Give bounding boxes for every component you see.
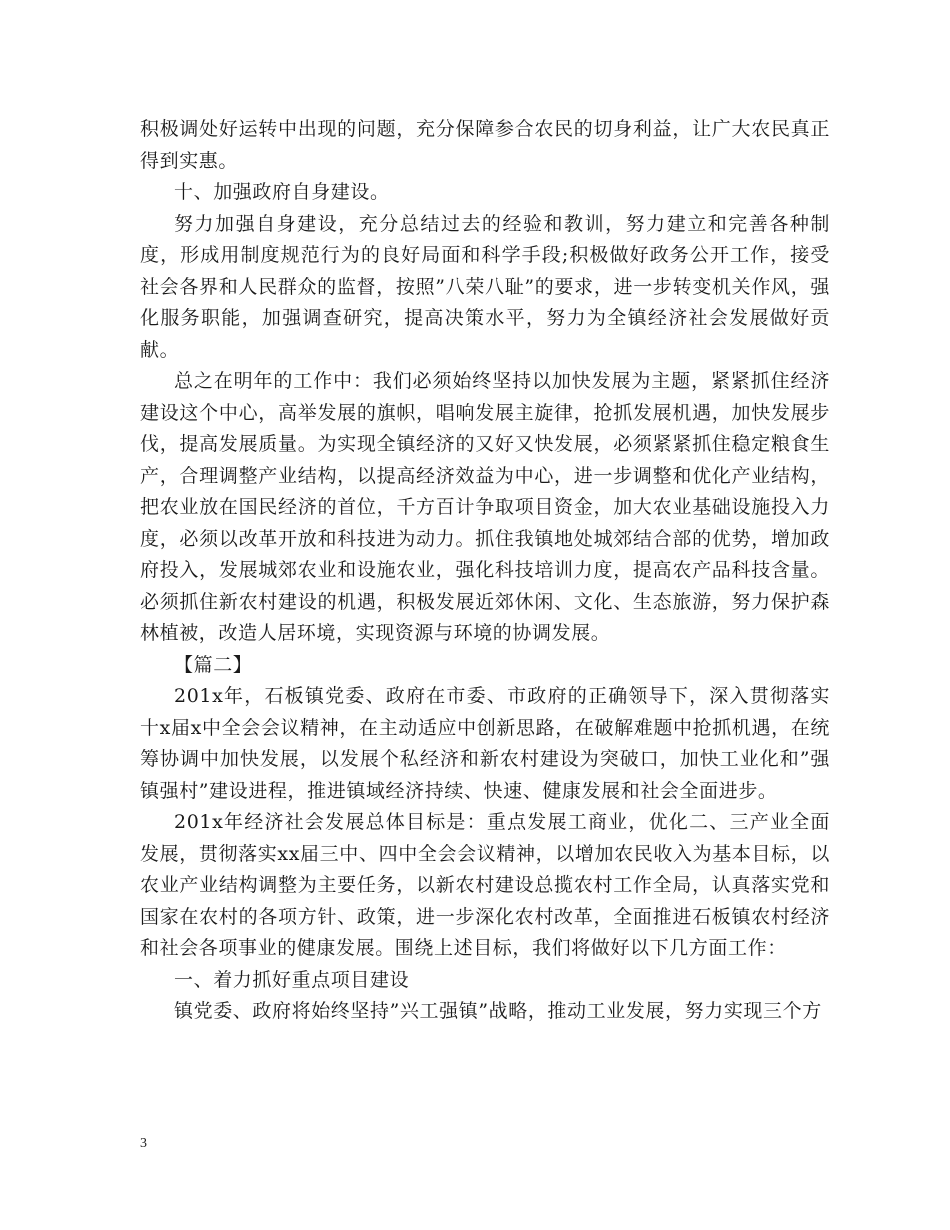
- heading-section-1: 一、着力抓好重点项目建设: [174, 968, 410, 991]
- heading-section-10: 十、加强政府自身建设。: [174, 181, 390, 203]
- paragraph-4: 总之在明年的工作中：我们必须始终坚持以加快发展为主题，紧紧抓住经济建设这个中心，高举发展的旗帜，唱响发展主旋律，抢抓发展机遇，加快发展步伐，提高发展质量。为实现全镇经济的又好又快发展，必须紧紧抓住稳定粮食生产，合理调整产业结构，以提高经济效益为中心，进一步调整和优化产业结构，把农业放在国民经济的首位，千方百计争取项目资金，加大农业基础设施投入力度，必须以改革开放和科技进为动力。抓住我镇地处城郊结合部的优势，增加政府投入，发展城郊农业和设施农业，强化科技培训力度，提高农产品科技含量。必须抓住新农村建设的机遇，积极发展近郊休闲、文化、生态旅游，努力保护森林植被，改造人居环境，实现资源与环境的协调发展。: [140, 370, 830, 644]
- paragraph-3: 努力加强自身建设，充分总结过去的经验和教训，努力建立和完善各种制度，形成用制度规范行为的良好局面和科学手段;积极做好政务公开工作，接受社会各界和人民群众的监督，按照”八荣八耻”的要求，进一步转变机关作风，强化服务职能，加强调查研究，提高决策水平，努力为全镇经济社会发展做好贡献。: [140, 212, 830, 361]
- section-heading-part-two: 【篇二】: [174, 653, 253, 676]
- document-body: [140, 114, 830, 1028]
- page-number: 3: [140, 1136, 147, 1151]
- paragraph-1: 积极调处好运转中出现的问题，充分保障参合农民的切身利益，让广大农民真正得到实惠。: [140, 118, 830, 172]
- paragraph-9: 镇党委、政府将始终坚持”兴工强镇”战略，推动工业发展，努力实现三个方: [174, 1000, 822, 1022]
- paragraph-7: 201x年经济社会发展总体目标是：重点发展工商业，优化二、三产业全面发展，贯彻落实xx届三中、四中全会会议精神，以增加农民收入为基本目标，以农业产业结构调整为主要任务，以新农村建设总揽农村工作全局，认真落实党和国家在农村的各项方针、政策，进一步深化农村改革，全面推进石板镇农村经济和社会各项事业的健康发展。围绕上述目标，我们将做好以下几方面工作：: [140, 811, 830, 959]
- paragraph-6: 201x年，石板镇党委、政府在市委、市政府的正确领导下，深入贯彻落实十x届x中全会会议精神，在主动适应中创新思路，在破解难题中抢抓机遇，在统筹协调中加快发展，以发展个私经济和新农村建设为突破口，加快工业化和”强镇强村”建设进程，推进镇域经济持续、快速、健康发展和社会全面进步。: [140, 685, 830, 802]
